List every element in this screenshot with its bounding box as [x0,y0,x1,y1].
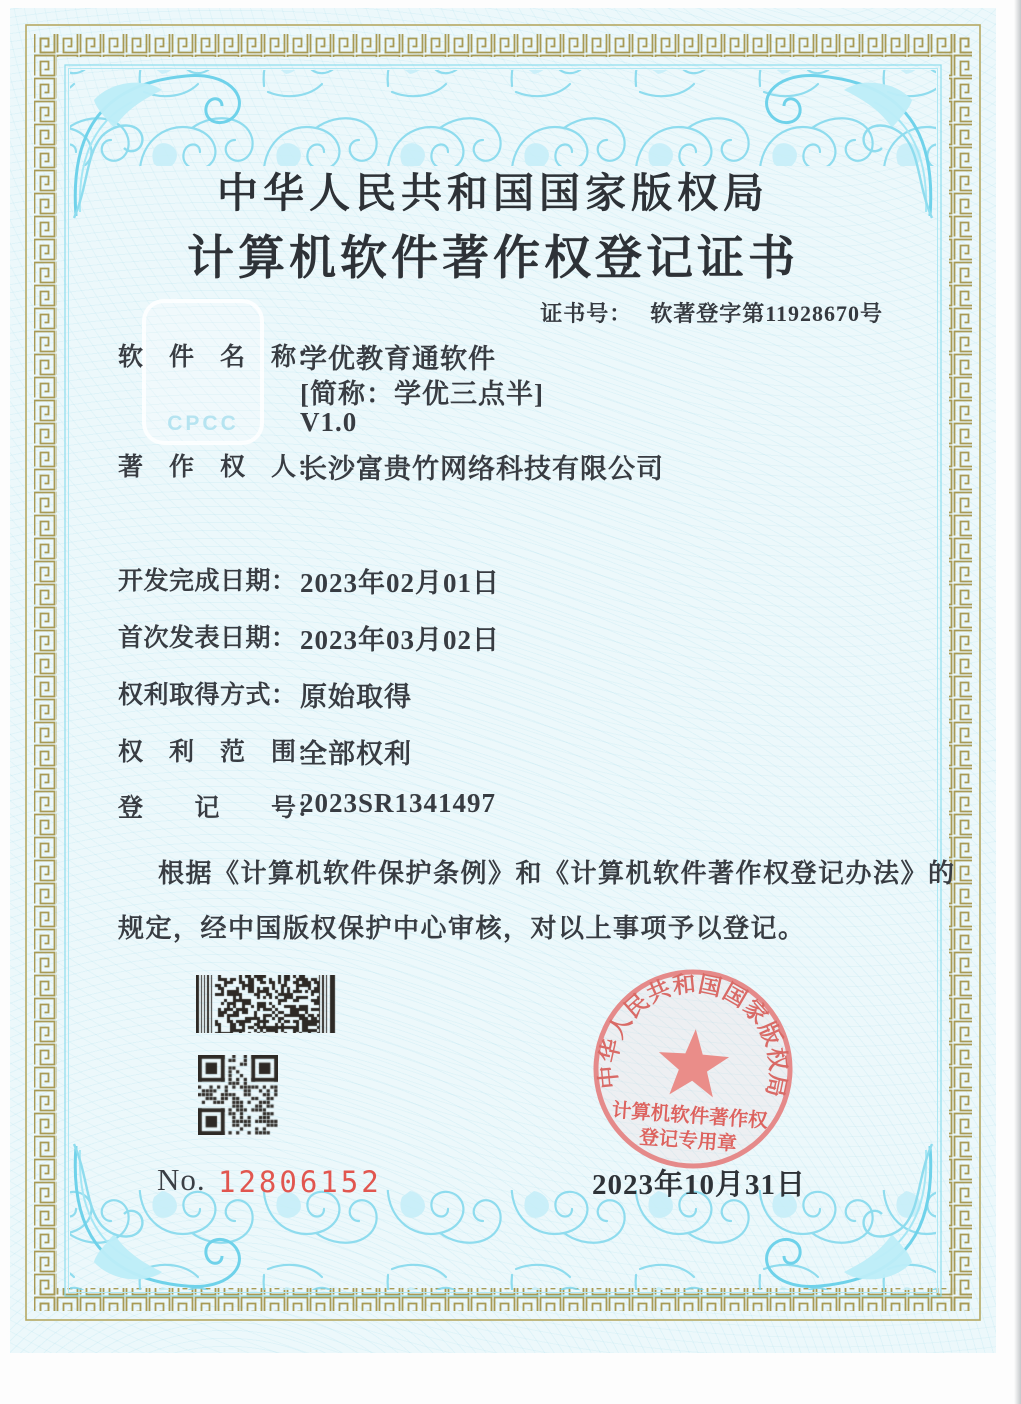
field-copyright-owner-value: 长沙富贵竹网络科技有限公司 [300,454,664,484]
barcode [196,975,336,1033]
certificate-number-value: 软著登字第11928670号 [650,301,883,326]
outer-gold-line [26,25,980,1320]
qr-code [198,1055,278,1135]
certificate-number-label: 证书号： [540,301,633,326]
seal-inner-line2: 登记专用章 [638,1127,738,1156]
field-registration-number-label: 登 记 号： [118,795,323,822]
meander-band-top [34,34,972,57]
scrollwork-bottom [70,1190,936,1290]
field-software-name-label: 软 件 名 称： [118,344,323,371]
serial-number-value: 12806152 [218,1165,382,1199]
field-rights-scope-value: 全部权利 [300,739,412,769]
seal-inner-line1: 计算机软件著作权 [611,1100,769,1133]
issuer-title: 中华人民共和国国家版权局 [217,170,769,216]
scrollwork-top [70,70,936,166]
field-rights-acquisition-label: 权利取得方式： [118,682,297,709]
field-first-publish-date-value: 2023年03月02日 [300,625,500,655]
field-software-shortname-value: [简称：学优三点半] [300,379,544,409]
serial-number-label: No. [157,1162,206,1197]
field-rights-scope-label: 权 利 范 围： [118,739,323,766]
certificate-number-line [540,297,883,328]
field-registration-number-value: 2023SR1341497 [300,788,497,818]
field-rights-acquisition-value: 原始取得 [300,682,412,712]
field-first-publish-date-label: 首次发表日期： [118,625,297,652]
cpcc-watermark-text: CPCC [167,412,239,435]
certificate-title: 计算机软件著作权登记证书 [187,233,799,285]
body-paragraph-line2: 规定，经中国版权保护中心审核，对以上事项予以登记。 [118,914,806,943]
body-paragraph-line1: 根据《计算机软件保护条例》和《计算机软件著作权登记办法》的 [158,859,956,888]
field-copyright-owner-label: 著 作 权 人： [118,454,323,481]
official-seal [583,966,805,1184]
seal-ring-text: 中华人民共和国国家版权局 [595,971,791,1101]
field-software-version-value: V1.0 [300,407,358,437]
issue-date: 2023年10月31日 [592,1169,807,1201]
meander-band-bottom [34,1288,972,1311]
field-dev-complete-date-value: 2023年02月01日 [300,568,500,598]
field-software-name-value: 学优教育通软件 [300,344,496,374]
field-dev-complete-date-label: 开发完成日期： [118,568,297,595]
